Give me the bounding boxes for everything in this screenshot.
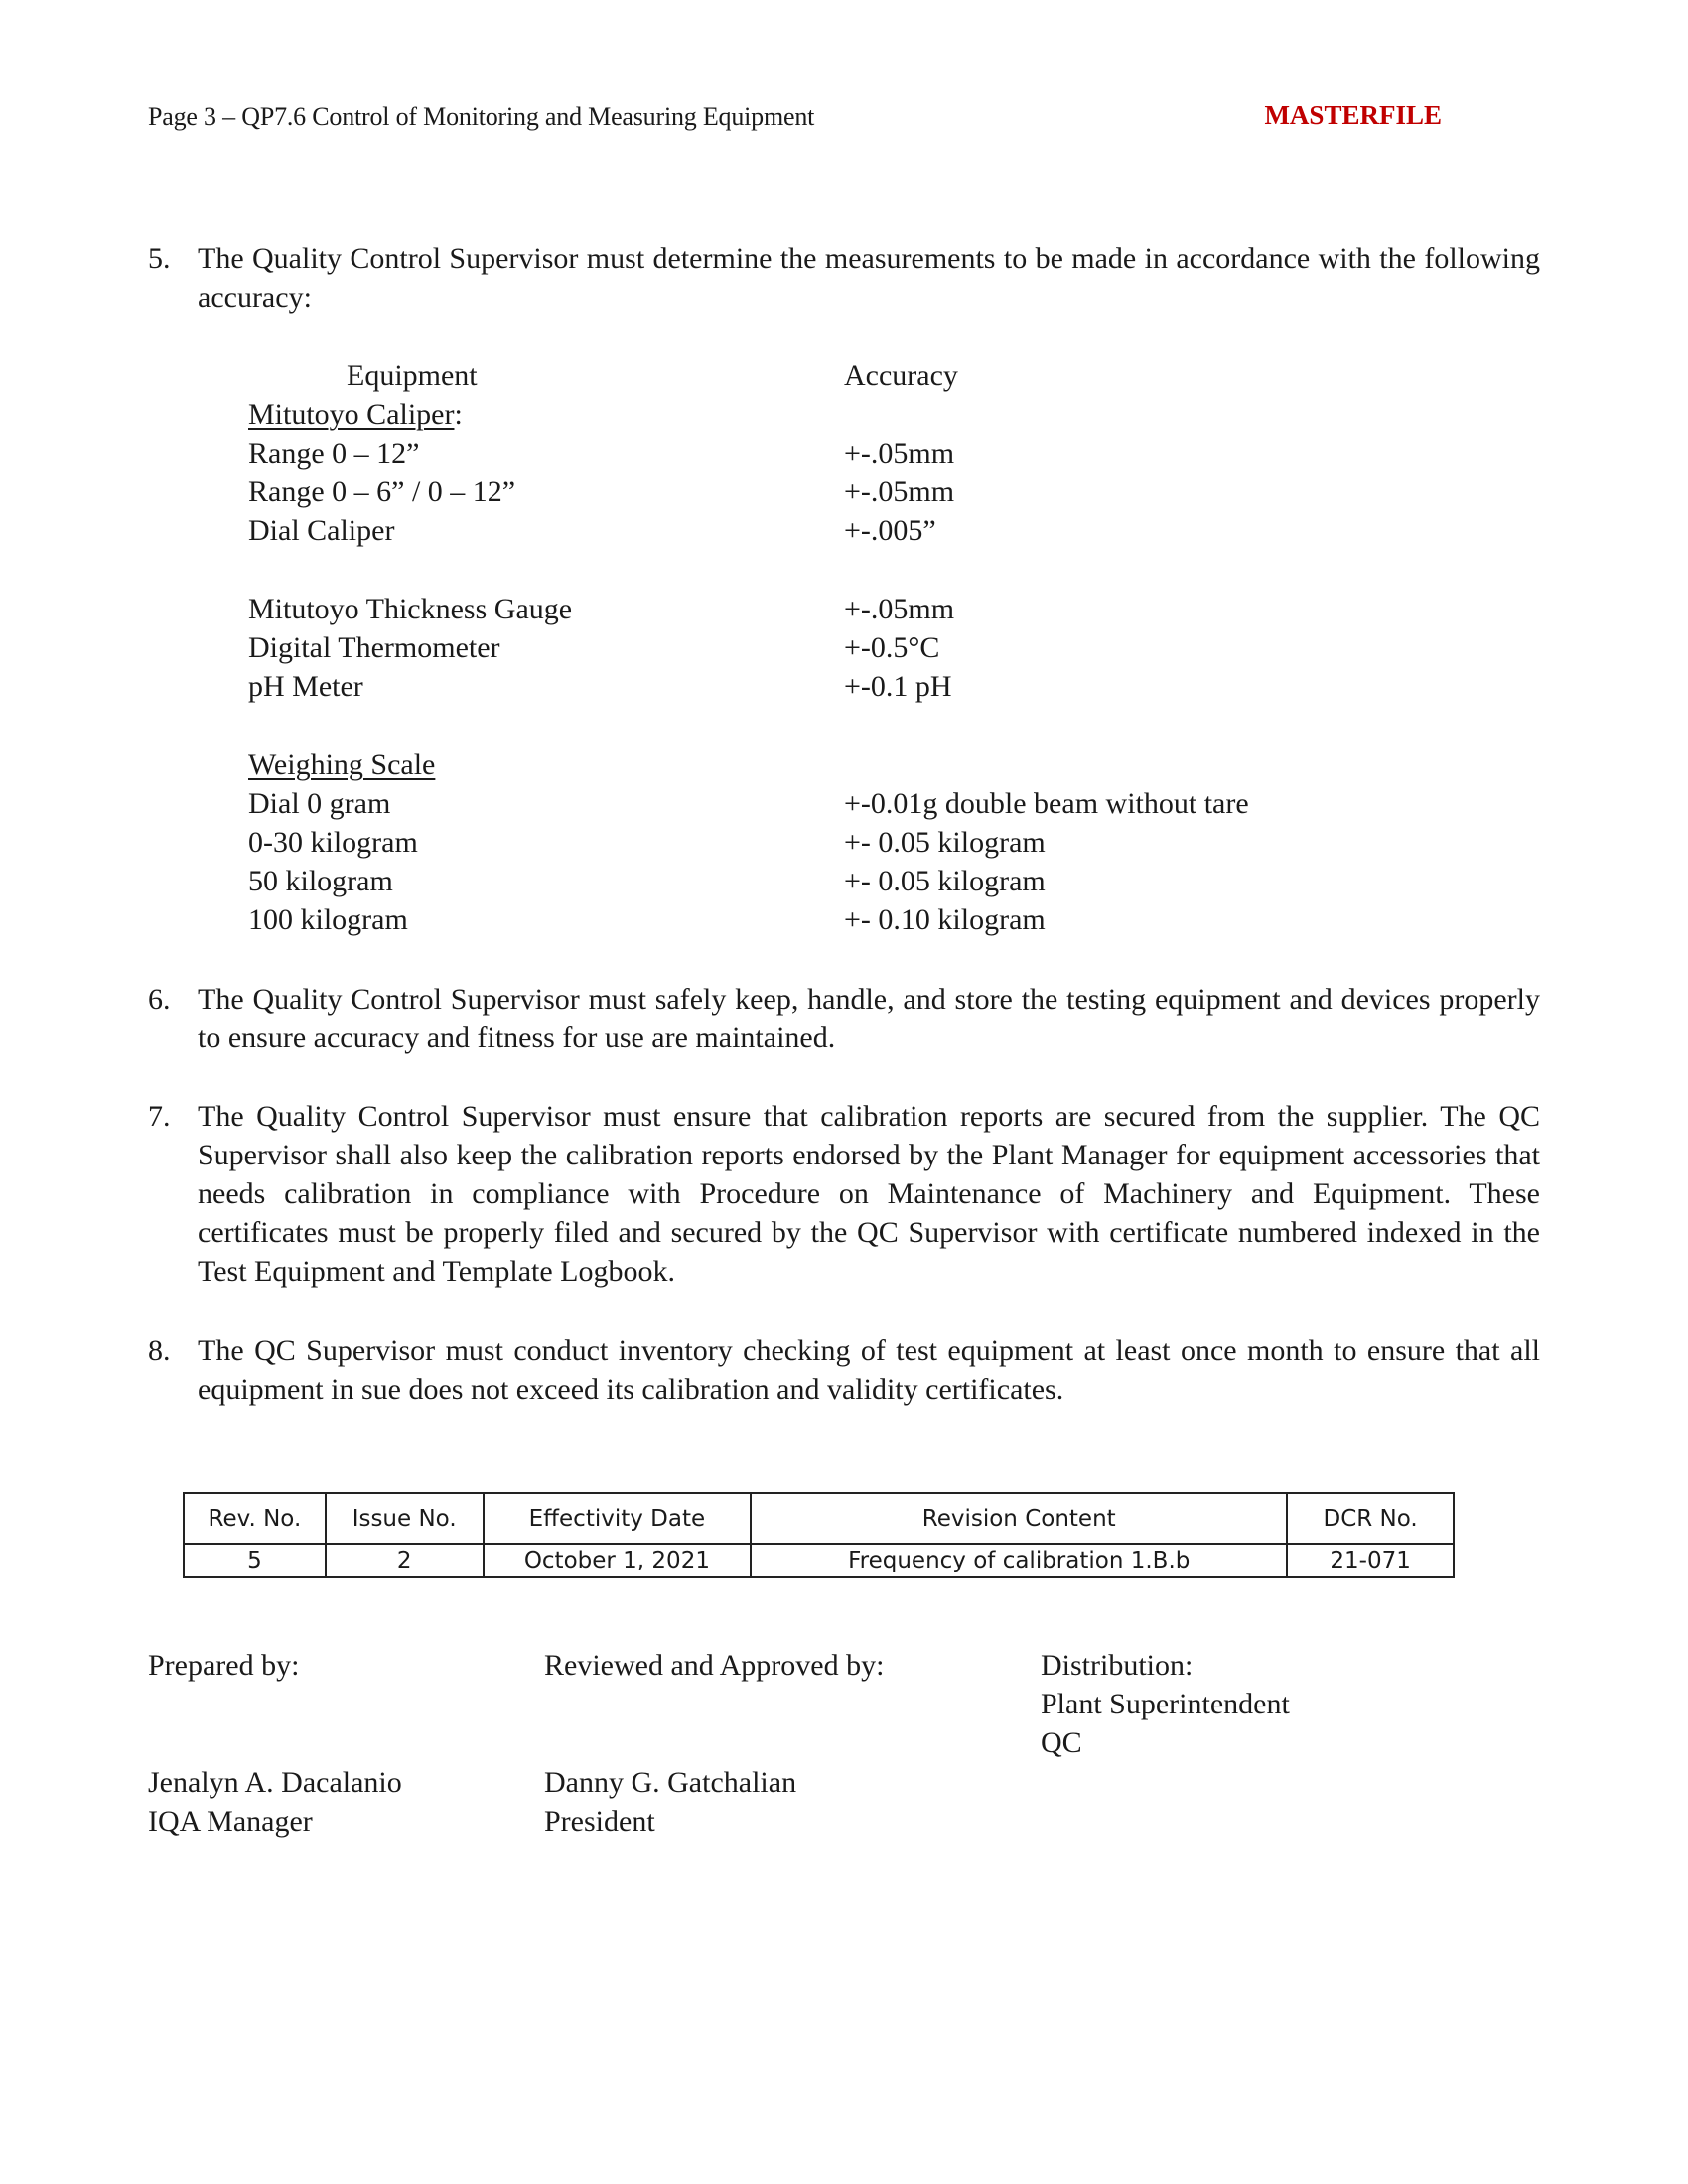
equipment-name: Range 0 – 6” / 0 – 12” xyxy=(248,476,516,508)
accuracy-value: +-0.5°C xyxy=(844,631,940,664)
table-row xyxy=(184,1544,1454,1577)
item-text: The Quality Control Supervisor must ensure that calibration reports are secured from the supplier. The QC Supervisor shall also keep the calibration reports endorsed by the Plant Manager for equipment accessories that needs calibration in compliance with Procedure on Maintenance of Machinery and Equipment. These certificates must be properly filed and secured by the QC Supervisor with certificate numbered indexed in the Test Equipment and Template Logbook. xyxy=(198,1100,1540,1288)
accuracy-column-header: Accuracy xyxy=(844,359,958,392)
equipment-name: Dial Caliper xyxy=(248,514,395,547)
item-number: 8. xyxy=(148,1334,171,1367)
accuracy-value: +-.005” xyxy=(844,514,936,547)
revision-table xyxy=(183,1492,1455,1578)
equipment-name: Range 0 – 12” xyxy=(248,437,420,470)
accuracy-value: +-.05mm xyxy=(844,437,955,470)
procedure-item-7 xyxy=(148,1097,1540,1291)
reviewed-by-name: Danny G. Gatchalian xyxy=(544,1766,797,1799)
masterfile-stamp: MASTERFILE xyxy=(1264,100,1442,130)
equipment-column-header: Equipment xyxy=(347,359,478,392)
prepared-by-label: Prepared by: xyxy=(148,1649,300,1682)
equipment-name: 100 kilogram xyxy=(248,903,408,936)
distribution-label: Distribution: xyxy=(1041,1649,1194,1682)
accuracy-value: +-.05mm xyxy=(844,593,955,625)
accuracy-value: +-0.01g double beam without tare xyxy=(844,787,1249,820)
table-header-cell: DCR No. xyxy=(1287,1493,1454,1544)
item-text: The Quality Control Supervisor must determine the measurements to be made in accordance with the following accuracy: xyxy=(198,242,1540,314)
table-header-cell: Issue No. xyxy=(326,1493,484,1544)
procedure-item-5 xyxy=(148,239,1540,317)
item-number: 5. xyxy=(148,242,171,275)
procedure-item-8 xyxy=(148,1331,1540,1409)
table-header-cell: Effectivity Date xyxy=(484,1493,752,1544)
equipment-name: pH Meter xyxy=(248,670,363,703)
item-number: 6. xyxy=(148,983,171,1016)
procedure-item-6 xyxy=(148,980,1540,1057)
item-text: The Quality Control Supervisor must safely keep, handle, and store the testing equipment and devices properly to ensure accuracy and fitness for use are maintained. xyxy=(198,983,1540,1054)
prepared-by-name: Jenalyn A. Dacalanio xyxy=(148,1766,402,1799)
prepared-by-title: IQA Manager xyxy=(148,1805,313,1838)
reviewed-by-label: Reviewed and Approved by: xyxy=(544,1649,885,1682)
weighing-scale-heading xyxy=(248,746,435,784)
accuracy-value: +- 0.05 kilogram xyxy=(844,826,1046,859)
equipment-name: Digital Thermometer xyxy=(248,631,500,664)
equipment-name: 0-30 kilogram xyxy=(248,826,418,859)
weighing-scale-heading-text: Weighing Scale xyxy=(248,749,436,781)
distribution-item: Plant Superintendent xyxy=(1041,1688,1290,1720)
accuracy-value: +-.05mm xyxy=(844,476,955,508)
caliper-heading-text: Mitutoyo Caliper xyxy=(248,398,455,431)
caliper-heading-colon: : xyxy=(454,398,463,431)
equipment-name: Dial 0 gram xyxy=(248,787,391,820)
table-cell: 2 xyxy=(326,1544,484,1577)
table-cell: Frequency of calibration 1.B.b xyxy=(751,1544,1287,1577)
caliper-heading xyxy=(248,395,463,434)
table-cell: 21-071 xyxy=(1287,1544,1454,1577)
page-header-title: Page 3 – QP7.6 Control of Monitoring and Measuring Equipment xyxy=(148,102,815,131)
table-cell: 5 xyxy=(184,1544,326,1577)
item-number: 7. xyxy=(148,1100,171,1133)
equipment-name: Mitutoyo Thickness Gauge xyxy=(248,593,573,625)
table-header-cell: Revision Content xyxy=(751,1493,1287,1544)
distribution-item: QC xyxy=(1041,1726,1082,1759)
accuracy-value: +- 0.10 kilogram xyxy=(844,903,1046,936)
item-text: The QC Supervisor must conduct inventory checking of test equipment at least once month to ensure that all equipment in sue does not exceed its calibration and validity certificates. xyxy=(198,1334,1540,1406)
reviewed-by-title: President xyxy=(544,1805,655,1838)
table-cell: October 1, 2021 xyxy=(484,1544,752,1577)
accuracy-value: +- 0.05 kilogram xyxy=(844,865,1046,897)
equipment-name: 50 kilogram xyxy=(248,865,393,897)
revision-table-header-row xyxy=(184,1493,1454,1544)
accuracy-value: +-0.1 pH xyxy=(844,670,952,703)
table-header-cell: Rev. No. xyxy=(184,1493,326,1544)
